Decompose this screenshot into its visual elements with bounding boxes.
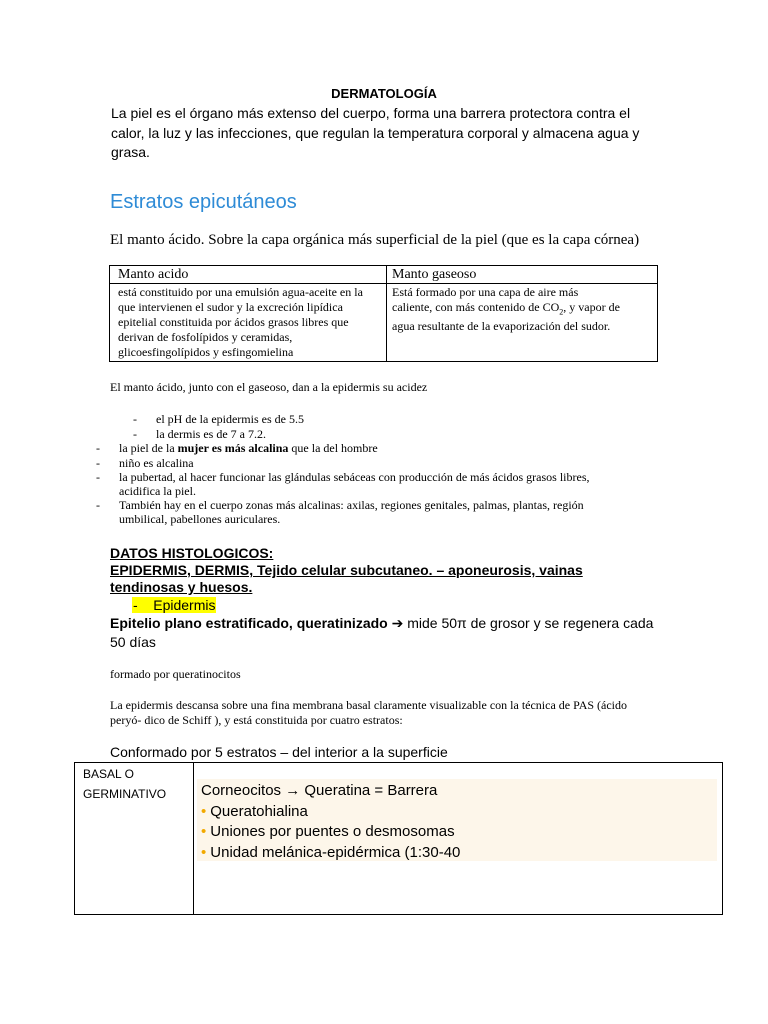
strata-bullet: • Uniones por puentes o desmosomas xyxy=(201,823,455,840)
bullet-dot-icon: • xyxy=(201,843,207,861)
list-item-pubertad: la pubertad, al hacer funcionar las glándulas sebáceas con producción de más ácidos grasos libres, xyxy=(119,470,590,484)
histology-subtitle: EPIDERMIS, DERMIS, Tejido celular subcutaneo. – aponeurosis, vainas tendinosas y huesos. xyxy=(110,562,583,595)
strata-bullet: • Unidad melánica-epidérmica (1:30-40 xyxy=(201,843,461,861)
strata-content xyxy=(201,781,460,863)
strata-table xyxy=(74,762,723,915)
epidermis-item xyxy=(132,597,216,613)
intro-paragraph: La piel es el órgano más extenso del cuerpo, forma una barrera protectora contra el calor, la luz y las infecciones, que regulan la temperatura corporal y almacena agua y grasa. xyxy=(111,105,640,160)
list-dash: - xyxy=(133,427,137,441)
section-heading: Estratos epicutáneos xyxy=(110,191,297,213)
epitelio-description: Epitelio plano estratificado, queratinizado ➔ mide 50π de grosor y se regenera cada 50 días xyxy=(110,615,654,650)
bullet-dot-icon: • xyxy=(201,802,207,820)
queratinocitos-line: formado por queratinocitos xyxy=(110,667,241,681)
list-item-nino: niño es alcalina xyxy=(119,456,194,470)
arrow-icon: ➔ xyxy=(391,615,404,631)
manto-table xyxy=(109,265,658,362)
list-item-mujer: la piel de la mujer es más alcalina que la del hombre xyxy=(119,441,378,455)
manto-acido-text: está constituido por una emulsión agua-aceite en la que intervienen el sudor y la excreción lipídica epitelial constituida por ácidos grasos libres que derivan de fosfolípidos y ceramidas, glicoesfingolípidos y esfingomielina xyxy=(118,285,363,359)
list-item-ph-epidermis: el pH de la epidermis es de 5.5 xyxy=(156,412,304,426)
list-item-pubertad-cont: acidifica la piel. xyxy=(119,484,196,498)
epidermis-highlight: - Epidermis xyxy=(133,597,216,613)
list-dash: - xyxy=(96,498,100,512)
list-dash: - xyxy=(133,412,137,426)
list-item-zonas: También hay en el cuerpo zonas más alcalinas: axilas, regiones genitales, palmas, plantas, región xyxy=(119,498,584,512)
list-dash: - xyxy=(96,470,100,484)
list-dash: - xyxy=(96,456,100,470)
summary-sentence: El manto ácido, junto con el gaseoso, dan a la epidermis su acidez xyxy=(110,380,428,394)
manto-gaseoso-text: Está formado por una capa de aire más caliente, con más contenido de $CO_2$, y vapor de agua resultante de la evaporización del sudor. xyxy=(392,285,620,334)
histology-title: DATOS HISTOLOGICOS: xyxy=(110,545,274,561)
manto-gaseoso-header: Manto gaseoso xyxy=(392,267,477,282)
strata-main-line: Corneocitos → Queratina = Barrera xyxy=(201,782,438,799)
membrana-basal-paragraph: La epidermis descansa sobre una fina membrana basal claramente visualizable con la técnica de PAS (ácido peryó- dico de Schiff ), y está constituida por cuatro estratos: xyxy=(110,698,628,727)
list-dash: - xyxy=(96,441,100,455)
estratos-intro: Conformado por 5 estratos – del interior a la superficie xyxy=(110,744,448,760)
list-item-ph-dermis: la dermis es de 7 a 7.2. xyxy=(156,427,266,441)
lead-sentence: El manto ácido. Sobre la capa orgánica más superficial de la piel (que es la capa córnea) xyxy=(110,232,640,248)
list-item-zonas-cont: umbilical, pabellones auriculares. xyxy=(119,512,281,526)
strata-label-cell: BASAL O GERMINATIVO xyxy=(83,767,167,801)
manto-acido-header: Manto acido xyxy=(118,267,189,282)
document-title: DERMATOLOGÍA xyxy=(331,86,437,101)
strata-bullet: • Queratohialina xyxy=(201,802,308,820)
bullet-dot-icon: • xyxy=(201,823,207,840)
